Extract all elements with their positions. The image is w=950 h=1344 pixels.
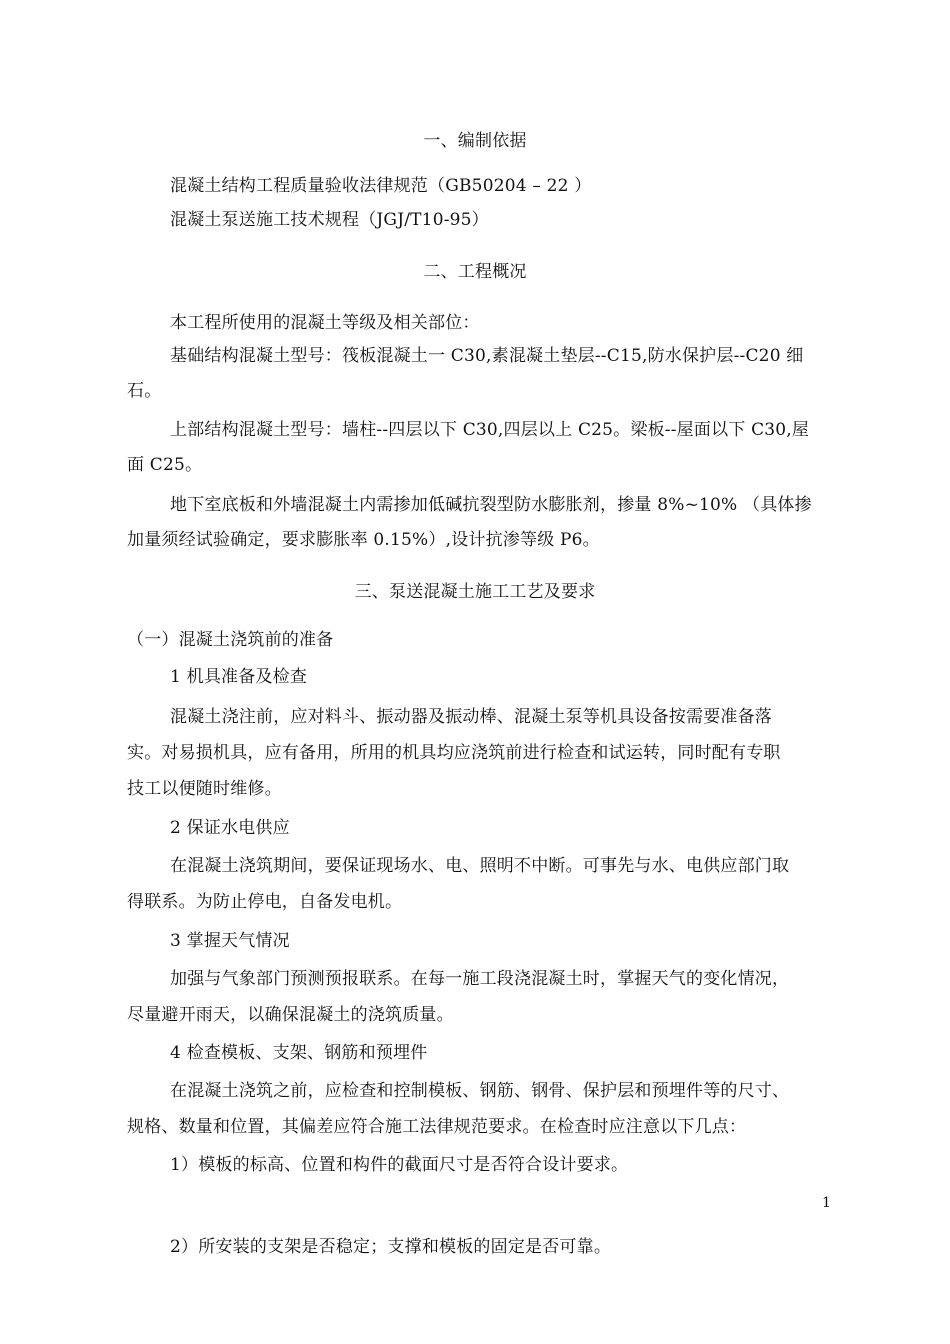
paragraph-line: 混凝土浇注前，应对料斗、振动器及振动棒、混凝土泵等机具设备按需要准备落: [170, 707, 772, 727]
paragraph-line: 地下室底板和外墙混凝土内需掺加低碱抗裂型防水膨胀剂，掺量 8%~10% （具体掺: [170, 495, 812, 515]
paragraph-line: 基础结构混凝土型号：筏板混凝土一 C30,素混凝土垫层--C15,防水保护层--C20 细: [170, 346, 804, 366]
item-heading: 2 保证水电供应: [170, 818, 290, 838]
paragraph-line: 面 C25。: [127, 455, 203, 475]
paragraph-line: 混凝土结构工程质量验收法律规范（GB50204 – 22 ）: [170, 176, 592, 196]
list-item: 2）所安装的支架是否稳定；支撑和模板的固定是否可靠。: [170, 1237, 612, 1257]
page-number: 1: [822, 1195, 832, 1211]
paragraph-line: 尽量避开雨天，以确保混凝土的浇筑质量。: [127, 1005, 454, 1025]
item-heading: 3 掌握天气情况: [170, 931, 290, 951]
item-heading: 1 机具准备及检查: [170, 667, 308, 687]
paragraph-line: 在混凝土浇筑之前，应检查和控制模板、钢筋、钢骨、保护层和预埋件等的尺寸、: [170, 1081, 790, 1101]
paragraph-line: 技工以便随时维修。: [127, 779, 282, 799]
paragraph-line: 得联系。为防止停电，自备发电机。: [127, 892, 403, 912]
section-heading: 三、泵送混凝土施工工艺及要求: [354, 582, 596, 602]
paragraph-line: 加量须经试验确定，要求膨胀率 0.15%）,设计抗渗等级 P6。: [127, 530, 600, 550]
paragraph-line: 加强与气象部门预测预报联系。在每一施工段浇混凝土时，掌握天气的变化情况，: [170, 969, 790, 989]
paragraph-line: 混凝土泵送施工技术规程（JGJ/T10-95）: [170, 210, 489, 230]
paragraph-line: 在混凝土浇筑期间，要保证现场水、电、照明不中断。可事先与水、电供应部门取: [170, 856, 790, 876]
subsection-heading: （一）混凝土浇筑前的准备: [127, 630, 334, 650]
paragraph-line: 实。对易损机具，应有备用，所用的机具均应浇筑前进行检查和试运转，同时配有专职: [127, 743, 781, 763]
paragraph-line: 本工程所使用的混凝土等级及相关部位：: [170, 313, 480, 333]
section-heading: 一、编制依据: [423, 131, 527, 151]
list-item: 1）模板的标高、位置和构件的截面尺寸是否符合设计要求。: [170, 1155, 629, 1175]
section-heading: 二、工程概况: [423, 262, 527, 282]
paragraph-line: 上部结构混凝土型号：墙柱--四层以下 C30,四层以上 C25。梁板--屋面以下 C30,屋: [170, 420, 810, 440]
paragraph-line: 石。: [127, 381, 162, 401]
paragraph-line: 规格、数量和位置，其偏差应符合施工法律规范要求。在检查时应注意以下几点：: [127, 1117, 747, 1137]
item-heading: 4 检查模板、支架、钢筋和预埋件: [170, 1043, 428, 1063]
